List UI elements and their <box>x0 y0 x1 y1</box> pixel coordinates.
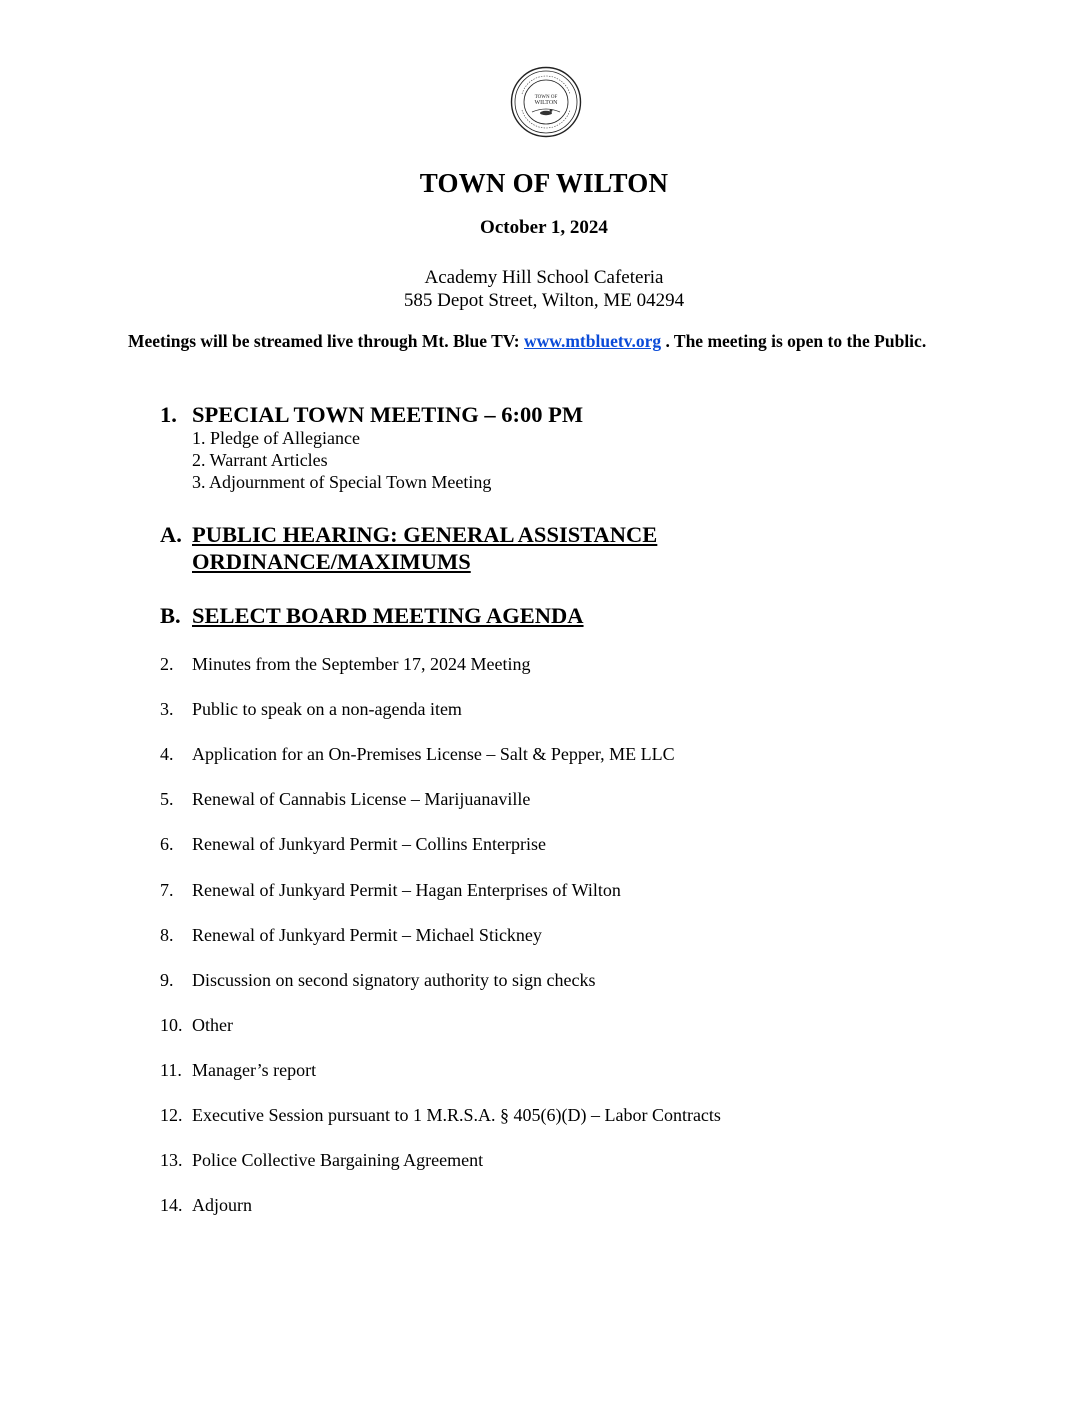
agenda-item-text: Public to speak on a non-agenda item <box>192 699 462 720</box>
agenda-item-number: 5. <box>160 789 174 810</box>
agenda-item-text: Minutes from the September 17, 2024 Meeting <box>192 654 531 674</box>
agenda-item-number: 14. <box>160 1195 183 1216</box>
agenda-item-text: Application for an On-Premises License – Salt & Pepper, ME LLC <box>192 744 675 765</box>
agenda-item-number: 4. <box>160 744 174 765</box>
agenda-item-text: Executive Session pursuant to 1 M.R.S.A. § 405(6)(D) – Labor Contracts <box>192 1105 721 1125</box>
agenda-item-number: 6. <box>160 834 174 855</box>
section-title: SELECT BOARD MEETING AGENDA <box>192 603 584 628</box>
agenda-item-text: Renewal of Junkyard Permit – Michael Stickney <box>192 924 542 945</box>
section-title-line2: ORDINANCE/MAXIMUMS <box>192 549 471 574</box>
svg-text:WILTON: WILTON <box>534 100 558 106</box>
notice-text-after: . The meeting is open to the Public. <box>661 331 927 351</box>
notice-text-before: Meetings will be streamed live through Mt. Blue TV: <box>128 331 525 351</box>
special-item-adjournment: 3. Adjournment of Special Town Meeting <box>192 472 492 492</box>
section-marker: B. <box>160 603 181 628</box>
agenda-item-text: Renewal of Junkyard Permit – Collins Enterprise <box>192 834 546 855</box>
town-seal-icon <box>510 66 582 138</box>
venue-name: Academy Hill School Cafeteria <box>424 267 664 288</box>
agenda-item-number: 13. <box>160 1150 183 1171</box>
agenda-item-text: Other <box>192 1014 233 1035</box>
agenda-item-number: 2. <box>160 654 174 674</box>
venue <box>0 266 1088 312</box>
agenda-item-text: Renewal of Junkyard Permit – Hagan Enterprises of Wilton <box>192 879 621 900</box>
section-marker: 1. <box>160 402 177 427</box>
special-item-pledge: 1. Pledge of Allegiance <box>192 428 360 448</box>
section-title-line1: PUBLIC HEARING: GENERAL ASSISTANCE <box>192 522 658 547</box>
agenda-item-text: Renewal of Cannabis License – Marijuanaville <box>192 789 531 810</box>
svg-text:TOWN OF: TOWN OF <box>534 95 558 100</box>
page-title: TOWN OF WILTON <box>419 168 669 198</box>
agenda-item-number: 12. <box>160 1105 183 1125</box>
special-town-meeting-heading <box>160 401 860 428</box>
agenda-item-text: Police Collective Bargaining Agreement <box>192 1150 484 1171</box>
agenda-item-text: Adjourn <box>192 1195 252 1216</box>
agenda-item-text: Discussion on second signatory authority to sign checks <box>192 969 596 990</box>
agenda-item-text: Manager’s report <box>192 1059 317 1080</box>
select-board-heading <box>160 602 860 629</box>
section-title: SPECIAL TOWN MEETING – 6:00 PM <box>192 402 584 427</box>
special-item-warrant: 2. Warrant Articles <box>192 450 328 470</box>
section-marker: A. <box>160 522 182 547</box>
agenda-item-number: 9. <box>160 969 174 990</box>
stream-notice <box>128 330 958 353</box>
agenda-item-number: 7. <box>160 879 174 900</box>
venue-address: 585 Depot Street, Wilton, ME 04294 <box>403 290 685 311</box>
agenda-item-number: 11. <box>160 1059 182 1080</box>
agenda-item-number: 10. <box>160 1014 183 1035</box>
agenda-item-number: 3. <box>160 699 174 720</box>
mtbluetv-link[interactable]: www.mtbluetv.org <box>524 331 662 351</box>
meeting-date: October 1, 2024 <box>480 217 608 238</box>
public-hearing-heading <box>160 521 860 575</box>
agenda-item-number: 8. <box>160 924 174 945</box>
